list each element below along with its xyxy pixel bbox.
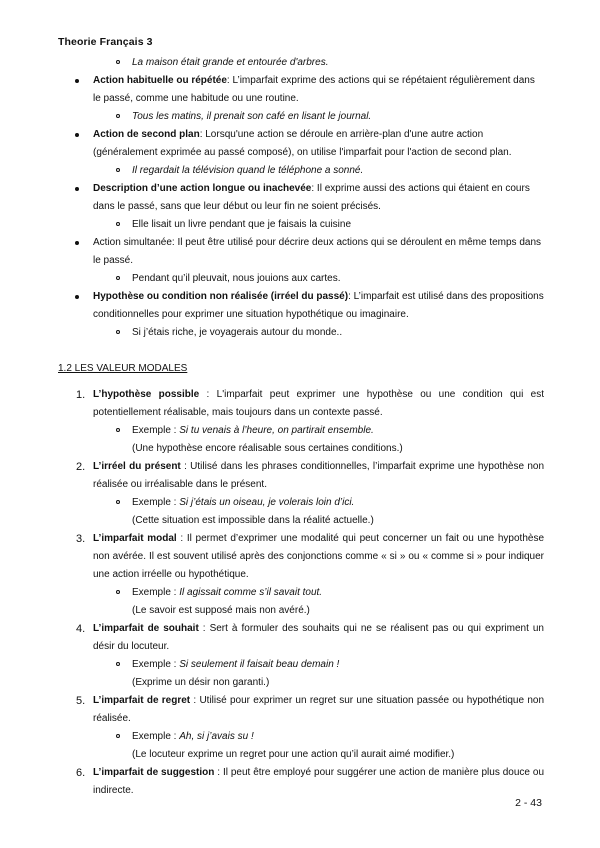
numbered-item: 5. L’imparfait de regret : Utilisé pour exprimer un regret sur une situation passée ou hypothétique non réalisée. <box>76 695 544 724</box>
example-item: Exemple : Si seulement il faisait beau demain ! <box>58 656 544 674</box>
bullet-item: Action habituelle ou répétée: L’imparfait exprime des actions qui se répétaient régulièrement dans le passé, comme une habitude ou une routine. <box>58 72 544 108</box>
example-note: (Cette situation est impossible dans la réalité actuelle.) <box>132 515 374 526</box>
bullet-item: Action de second plan: Lorsqu'une action se déroule en arrière-plan d'une autre action (généralement exprimée au passé composé), on utilise l'imparfait pour l'action de second plan. <box>58 126 544 162</box>
document-header: Theorie Français 3 <box>58 36 153 48</box>
numbered-item: 3. L’imparfait modal : Il permet d’exprimer une modalité qui peut concerner un fait ou une hypothèse non avérée. Il est souvent utilisé après des conjonctions comme « si » ou « comme si » pour indiquer une action irréelle ou hypothétique. <box>76 533 545 580</box>
numbered-item: 1. L’hypothèse possible : L'imparfait peut exprimer une hypothèse ou une condition qui est potentiellement réalisable, mais toujours dans un contexte passé. <box>76 389 544 418</box>
example-item: Exemple : Ah, si j’avais su ! <box>58 728 544 746</box>
numbered-item: 6. L’imparfait de suggestion : Il peut être employé pour suggérer une action de manière plus douce ou indirecte. <box>76 767 544 796</box>
example-item: Elle lisait un livre pendant que je faisais la cuisine <box>58 216 544 234</box>
example-note: (Le locuteur exprime un regret pour une action qu’il aurait aimé modifier.) <box>132 749 455 760</box>
example-item: Exemple : Si j’étais un oiseau, je volerais loin d’ici. <box>58 494 544 512</box>
example-item: Si j’étais riche, je voyagerais autour du monde.. <box>58 324 544 342</box>
example-note: (Exprime un désir non garanti.) <box>132 677 270 688</box>
example-item: La maison était grande et entourée d'arbres. <box>58 54 544 72</box>
section-heading: 1.2 LES VALEUR MODALES <box>58 363 188 374</box>
bullet-item: Hypothèse ou condition non réalisée (irréel du passé): L’imparfait est utilisé dans des propositions conditionnelles pour exprimer une situation hypothétique ou imaginaire. <box>58 288 544 324</box>
example-item: Il regardait la télévision quand le téléphone a sonné. <box>58 162 544 180</box>
example-item: Exemple : Si tu venais à l’heure, on partirait ensemble. <box>58 422 544 440</box>
example-note: (Une hypothèse encore réalisable sous certaines conditions.) <box>132 443 403 454</box>
document-body <box>58 54 544 800</box>
example-note: (Le savoir est supposé mais non avéré.) <box>132 605 310 616</box>
numbered-item: 2. L’irréel du présent : Utilisé dans les phrases conditionnelles, l’imparfait exprime une hypothèse non réalisée ou irréalisable dans le présent. <box>76 461 544 490</box>
example-item: Pendant qu’il pleuvait, nous jouions aux cartes. <box>58 270 544 288</box>
bullet-item: Description d’une action longue ou inachevée: Il exprime aussi des actions qui étaient en cours dans le passé, sans que leur début ou leur fin ne soient précisés. <box>58 180 544 216</box>
bullet-item: Action simultanée: Il peut être utilisé pour décrire deux actions qui se déroulent en même temps dans le passé. <box>58 234 544 270</box>
example-item: Exemple : Il agissait comme s’il savait tout. <box>58 584 544 602</box>
numbered-item: 4. L’imparfait de souhait : Sert à formuler des souhaits qui ne se réalisent pas ou qui expriment un désir du locuteur. <box>76 623 544 652</box>
page-number: 2 - 43 <box>515 797 542 809</box>
example-item: Tous les matins, il prenait son café en lisant le journal. <box>58 108 544 126</box>
